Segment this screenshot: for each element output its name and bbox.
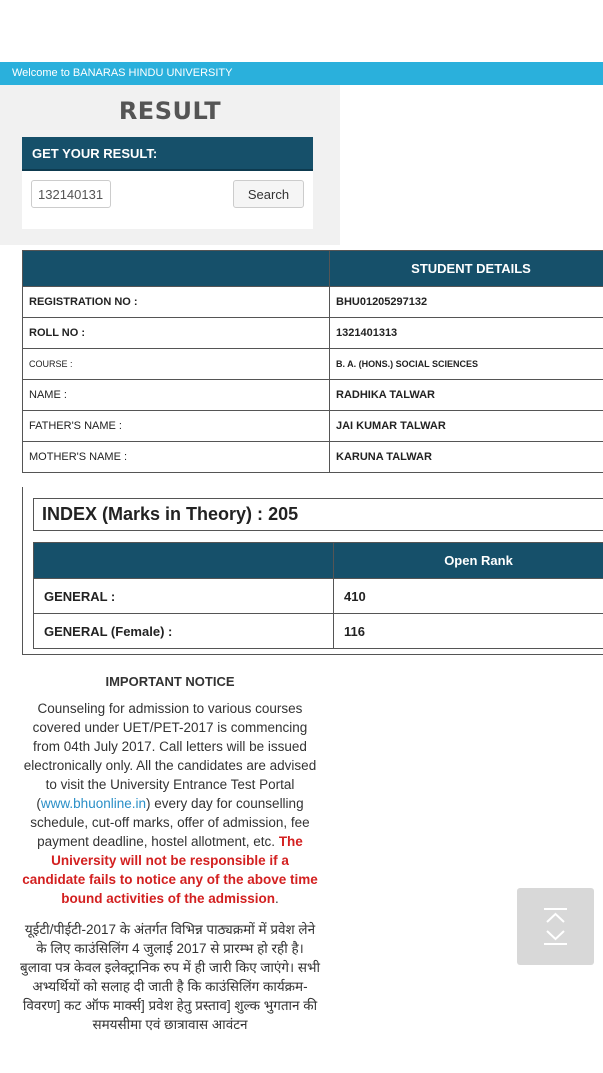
general-rank-value: 410	[334, 579, 603, 614]
registration-value: BHU01205297132	[330, 287, 603, 318]
important-notice	[20, 672, 320, 1034]
general-female-rank-value: 116	[334, 614, 603, 649]
general-female-label: GENERAL (Female) :	[34, 614, 334, 649]
course-label: COURSE :	[23, 349, 330, 380]
rank-table	[33, 542, 603, 649]
welcome-banner: Welcome to BANARAS HINDU UNIVERSITY	[0, 62, 603, 85]
notice-text: Counseling for admission to various courses covered under UET/PET-2017 is commencing from 04th July 2017. Call letters will be issued electronically only. All the candidates are advised to visit the University Entrance Test Portal (	[23, 701, 317, 811]
name-value: RADHIKA TALWAR	[330, 380, 603, 411]
table-header-spacer	[23, 251, 330, 287]
roll-label: ROLL NO :	[23, 318, 330, 349]
open-rank-header: Open Rank	[334, 543, 603, 579]
table-row	[34, 579, 603, 614]
portal-link[interactable]: www.bhuonline.in	[40, 796, 146, 811]
table-row	[23, 380, 603, 411]
rank-header-spacer	[34, 543, 334, 579]
notice-warning-end: .	[275, 891, 279, 906]
father-name-label: FATHER'S NAME :	[23, 411, 330, 442]
index-line	[33, 498, 603, 531]
student-details-header: STUDENT DETAILS	[330, 251, 603, 287]
notice-title: IMPORTANT NOTICE	[105, 674, 235, 689]
table-row	[23, 349, 603, 380]
rank-section	[22, 487, 603, 655]
table-row	[23, 411, 603, 442]
name-label: NAME :	[23, 380, 330, 411]
table-row	[23, 287, 603, 318]
scroll-to-top-icon	[517, 888, 594, 965]
roll-value: 1321401313	[330, 318, 603, 349]
notice-body	[20, 699, 320, 908]
student-details-table	[22, 250, 603, 473]
roll-number-input[interactable]	[31, 180, 111, 208]
mother-name-value: KARUNA TALWAR	[330, 442, 603, 473]
registration-label: REGISTRATION NO :	[23, 287, 330, 318]
course-value: B. A. (HONS.) SOCIAL SCIENCES	[330, 349, 603, 380]
table-row	[23, 442, 603, 473]
notice-text-cont: ) every day for counselling schedule, cut-off marks, offer of admission, fee payment deadline, hostel allotment, etc.	[30, 796, 310, 849]
notice-warning: The University will not be responsible if a candidate fails to notice any of the above time bound activities of the admission	[22, 834, 318, 906]
table-row	[34, 614, 603, 649]
get-result-header: GET YOUR RESULT:	[22, 137, 313, 171]
search-box	[22, 171, 313, 229]
mother-name-label: MOTHER'S NAME :	[23, 442, 330, 473]
notice-hindi: यूईटी/पीईटी-2017 के अंतर्गत विभिन्न पाठ्यक्रमों में प्रवेश लेने के लिए काउंसिलिंग 4 जुलाई 2017 से प्रारम्भ हो रही है। बुलावा पत्र केवल इलेक्ट्रानिक रुप में ही जारी किए जाएंगे। सभी अभ्यर्थियों को सलाह दी जाती है कि काउंसिलिंग कार्यक्रम-विवरण] कट ऑफ मार्क्स] प्रवेश हेतु प्रस्ताव] शुल्क भुगतान की समयसीमा एवं छात्रावास आवंटन	[20, 922, 320, 1032]
table-row	[23, 318, 603, 349]
index-label: INDEX (Marks in Theory) :	[42, 504, 264, 524]
index-value: 205	[268, 504, 299, 524]
father-name-value: JAI KUMAR TALWAR	[330, 411, 603, 442]
scroll-to-top-button[interactable]	[517, 888, 594, 965]
page-title: RESULT	[118, 97, 222, 125]
general-label: GENERAL :	[34, 579, 334, 614]
search-button[interactable]: Search	[233, 180, 304, 208]
